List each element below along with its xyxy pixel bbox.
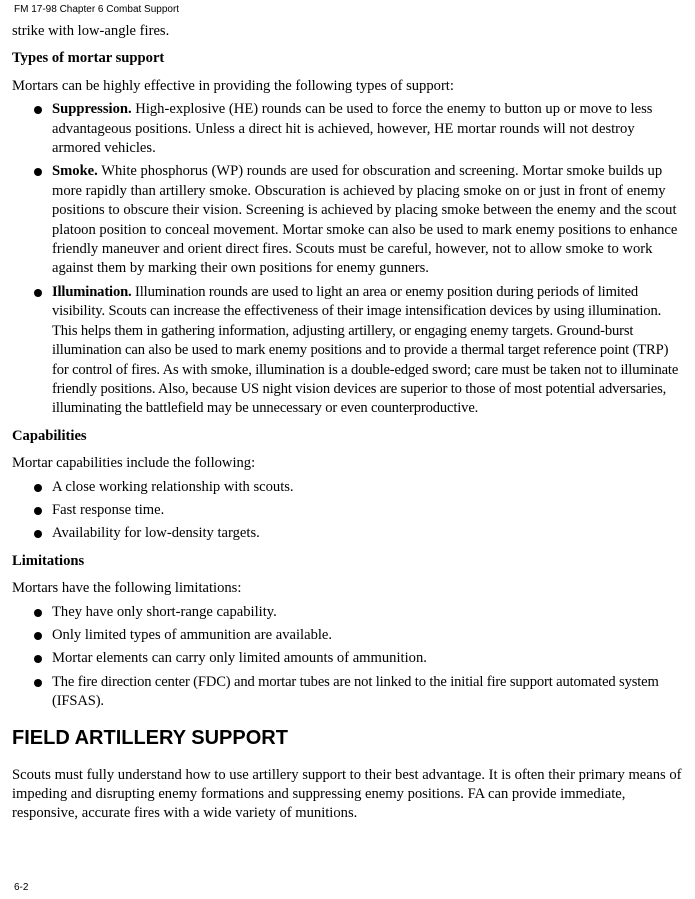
limitation-text: Only limited types of ammunition are available. bbox=[52, 626, 333, 643]
page-number: 6-2 bbox=[14, 882, 29, 893]
term-suppression: Suppression. bbox=[52, 101, 132, 118]
capabilities-list bbox=[12, 478, 684, 544]
term-smoke: Smoke. bbox=[52, 163, 98, 180]
list-item bbox=[12, 649, 684, 668]
bullet-icon bbox=[34, 507, 42, 515]
bullet-icon bbox=[34, 484, 42, 492]
bullet-icon bbox=[34, 679, 42, 687]
limitations-heading: Limitations bbox=[12, 552, 85, 569]
limitation-text: They have only short-range capability. bbox=[52, 603, 277, 620]
list-item bbox=[12, 626, 684, 645]
artillery-paragraph: Scouts must fully understand how to use artillery support to their best advantage. It is often their primary means of impeding and disrupting enemy formations and suppressing enemy positions. FA can provide immediate, responsive, accurate fires with a wide variety of munitions. bbox=[12, 766, 682, 822]
types-intro: Mortars can be highly effective in providing the following types of support: bbox=[12, 77, 454, 94]
section-title: FIELD ARTILLERY SUPPORT bbox=[12, 726, 288, 749]
running-head: FM 17-98 Chapter 6 Combat Support bbox=[14, 4, 180, 15]
types-heading: Types of mortar support bbox=[12, 50, 165, 67]
capability-text: Fast response time. bbox=[52, 501, 165, 518]
bullet-icon bbox=[34, 289, 42, 297]
limitation-text: The fire direction center (FDC) and mortar tubes are not linked to the initial fire support automated system (IFSAS). bbox=[52, 673, 659, 710]
field-artillery-section bbox=[12, 726, 684, 824]
list-item bbox=[12, 673, 684, 712]
continuation-text: strike with low-angle fires. bbox=[12, 23, 170, 39]
capabilities-heading: Capabilities bbox=[12, 427, 87, 444]
definition-smoke: White phosphorus (WP) rounds are used for obscuration and screening. Mortar smoke builds up more rapidly than artillery smoke. Obscuration is achieved by placing smoke on or just in front of enemy positions to obscure their vision. Screening is achieved by placing smoke between the enemy and the scout platoon position to conceal movement. Mortar smoke can also be used to mark enemy positions to enhance friendly maneuver and orient direct fires. Scouts must be careful, however, not to allow smoke to work against them by marking their own positions for enemy gunners. bbox=[52, 163, 678, 277]
bullet-icon bbox=[34, 609, 42, 617]
bullet-icon bbox=[34, 655, 42, 663]
capability-text: A close working relationship with scouts. bbox=[52, 478, 294, 495]
types-of-mortar-support-section bbox=[12, 49, 684, 418]
limitation-text: Mortar elements can carry only limited amounts of ammunition. bbox=[52, 650, 427, 667]
bullet-icon bbox=[34, 530, 42, 538]
limitations-section bbox=[12, 552, 684, 712]
capabilities-section bbox=[12, 427, 684, 544]
list-item-smoke bbox=[12, 162, 684, 278]
term-illumination: Illumination. bbox=[52, 283, 132, 300]
list-item bbox=[12, 524, 684, 543]
list-item-suppression bbox=[12, 100, 684, 158]
list-item bbox=[12, 501, 684, 520]
bullet-icon bbox=[34, 632, 42, 640]
page-content bbox=[12, 22, 684, 824]
definition-illumination: Illumination rounds are used to light an area or enemy position during periods of limited visibility. Scouts can increase the effectiveness of their image intensification devices by using illumination. This helps them in gathering information, adjusting artillery, or engaging enemy targets. Ground-burst illumination can also be used to mark enemy positions and to provide a thermal target reference point (TRP) for control of fires. As with smoke, illumination is a double-edged sword; care must be taken not to illuminate friendly positions. Also, because US night vision devices are superior to those of most potential adversaries, illuminating the battlefield may be unnecessary or even counterproductive. bbox=[52, 283, 679, 417]
list-item bbox=[12, 603, 684, 622]
capabilities-intro: Mortar capabilities include the following: bbox=[12, 455, 256, 472]
limitations-intro: Mortars have the following limitations: bbox=[12, 580, 242, 597]
bullet-icon bbox=[34, 106, 42, 114]
types-list bbox=[12, 100, 684, 419]
list-item bbox=[12, 478, 684, 497]
bullet-icon bbox=[34, 168, 42, 176]
limitations-list bbox=[12, 603, 684, 712]
definition-suppression: High-explosive (HE) rounds can be used to force the enemy to button up or move to less advantageous positions. Unless a direct hit is achieved, however, HE mortar rounds will not destroy armored vehicles. bbox=[52, 101, 653, 157]
capability-text: Availability for low-density targets. bbox=[52, 525, 260, 542]
list-item-illumination bbox=[12, 283, 684, 419]
